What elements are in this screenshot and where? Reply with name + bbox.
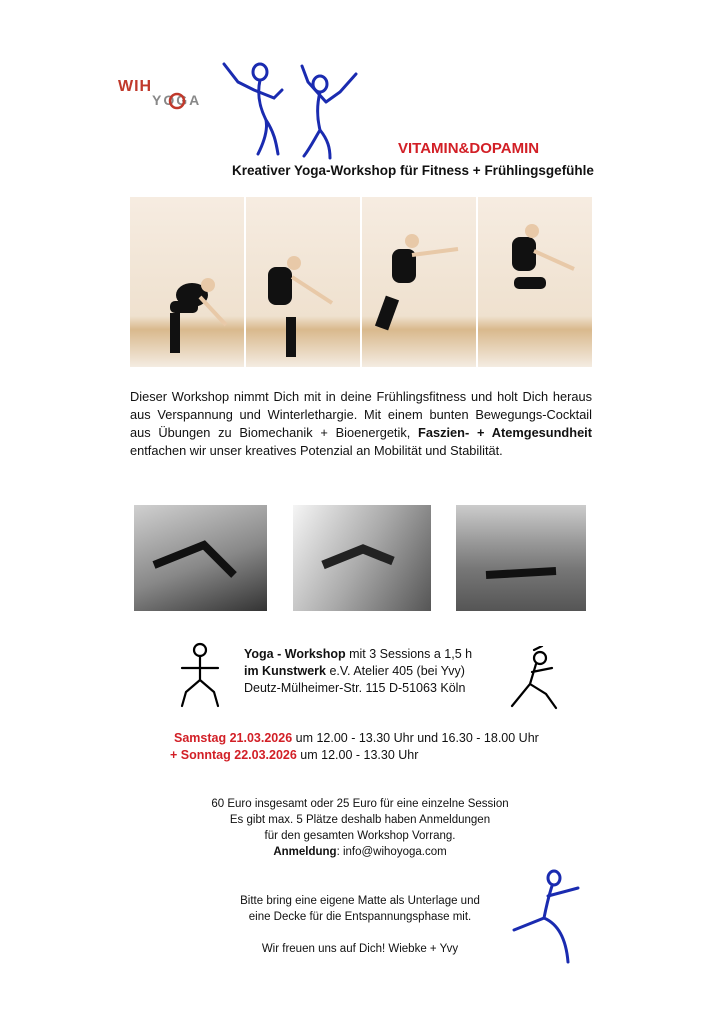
intro-paragraph	[130, 388, 592, 460]
workshop-title: VITAMIN&DOPAMIN	[398, 140, 540, 157]
price-line: 60 Euro insgesamt oder 25 Euro für eine einzelne Session	[211, 798, 509, 810]
jump-photo-2	[246, 197, 360, 367]
bring-mat-line: Bitte bring eine eigene Matte als Unterlage und	[240, 895, 480, 907]
workshop-label: Yoga - Workshop	[244, 647, 346, 661]
logo-ring-icon	[168, 92, 186, 110]
date-saturday: Samstag 21.03.2026	[174, 731, 293, 745]
registration-label: Anmeldung	[273, 846, 337, 858]
pricing-info	[160, 796, 560, 860]
wihoyoga-logo	[118, 78, 210, 112]
closing-note	[200, 893, 520, 957]
intro-text-1: Dieser Workshop nimmt Dich mit in deine Frühlingsfitness und holt Dich heraus aus Verspannung und Winterlethargie. Mit einem bunten Bewegungs-Cocktail aus Übungen zu Biomechanik + Bioenergetik,	[130, 389, 592, 440]
intro-text-2: entfachen wir unser kreatives Potenzial an Mobilität und Stabilität.	[130, 443, 503, 458]
venue-detail: e.V. Atelier 405 (bei Yvy)	[325, 664, 465, 678]
workshop-sessions: mit 3 Sessions a 1,5 h	[345, 647, 473, 661]
workshop-dates	[170, 730, 539, 764]
dancing-figure-icon	[508, 868, 588, 968]
workshop-info	[244, 646, 472, 697]
stretching-figure-icon	[218, 50, 288, 160]
registration-email[interactable]: : info@wihoyoga.com	[336, 846, 447, 858]
workshop-subtitle: Kreativer Yoga-Workshop für Fitness + Frühlingsgefühle	[232, 163, 594, 178]
date-sunday: + Sonntag 22.03.2026	[170, 748, 297, 762]
exercise-photo-3	[456, 505, 586, 611]
times-saturday: um 12.00 - 13.30 Uhr und 16.30 - 18.00 Uhr	[292, 731, 539, 745]
capacity-line: Es gibt max. 5 Plätze deshalb haben Anmeldungen	[229, 814, 491, 826]
venue-label: im Kunstwerk	[244, 664, 326, 678]
jump-photo-1	[130, 197, 244, 367]
exercise-photo-2	[293, 505, 431, 611]
squat-figure-icon	[172, 640, 228, 710]
bring-blanket-line: eine Decke für die Entspannungsphase mit.	[248, 911, 472, 923]
logo-text-top: WIH	[118, 78, 153, 95]
jump-sequence-photo	[130, 197, 592, 367]
venue-address: Deutz-Mülheimer-Str. 115 D-51063 Köln	[244, 681, 466, 695]
priority-line: für den gesamten Workshop Vorrang.	[264, 830, 456, 842]
intro-text-bold: Faszien- + Atemgesundheit	[418, 425, 593, 440]
jump-photo-4	[478, 197, 592, 367]
signature-line: Wir freuen uns auf Dich! Wiebke + Yvy	[261, 943, 459, 955]
lunge-figure-icon	[502, 646, 562, 716]
times-sunday: um 12.00 - 13.30 Uhr	[296, 748, 419, 762]
logo-text-bottom: YOGA	[152, 92, 202, 108]
jump-photo-3	[362, 197, 476, 367]
sidebend-figure-icon	[290, 62, 362, 162]
exercise-photo-1	[134, 505, 267, 611]
